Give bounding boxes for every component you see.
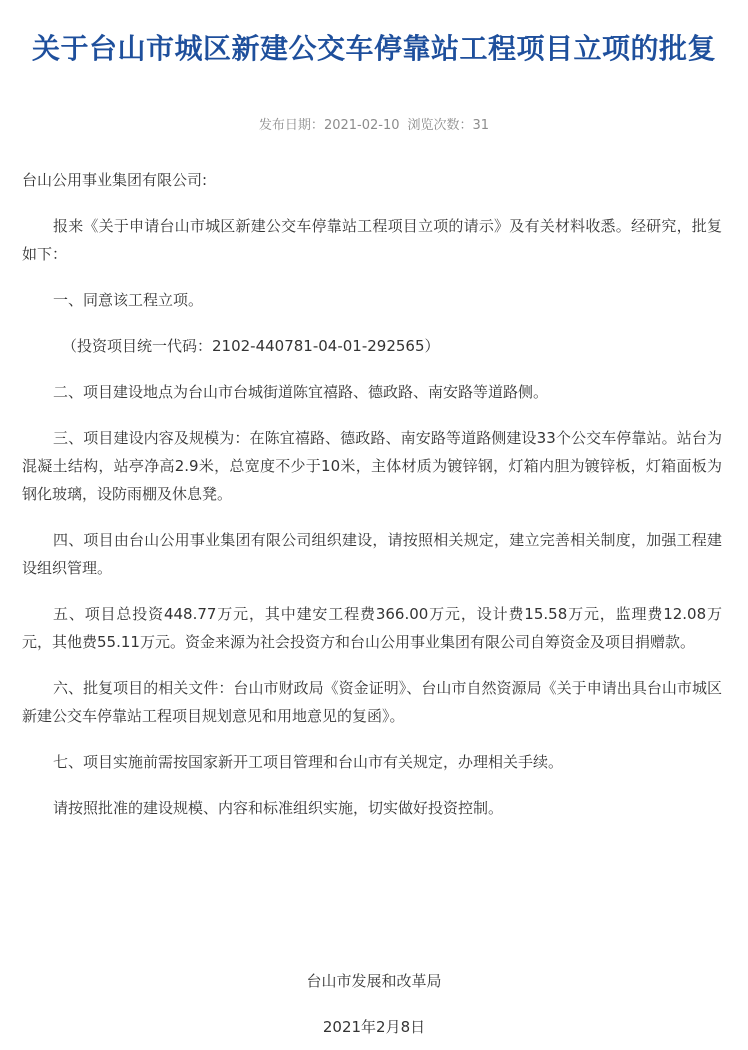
body-paragraph-1: 一、同意该工程立项。 <box>53 291 204 309</box>
project-code: （投资项目统一代码：2102-440781-04-01-292565） <box>62 337 440 355</box>
publish-date-label: 发布日期： <box>258 118 324 133</box>
issue-date: 2021年2月8日 <box>322 1018 426 1036</box>
body-paragraph-7: 七、项目实施前需按国家新开工项目管理和台山市有关规定，办理相关手续。 <box>53 753 564 771</box>
body-paragraph-5: 五、项目总投资448.77万元，其中建安工程费366.00万元，设计费15.58万元，监理费12.08万元，其他费55.11万元。资金来源为社会投资方和台山公用事业集团有限公司自筹资金及项目捐赠款。 <box>22 605 722 651</box>
article-body <box>22 166 722 840</box>
body-paragraph-2: 二、项目建设地点为台山市台城街道陈宜禧路、德政路、南安路等道路侧。 <box>53 383 549 401</box>
addressee: 台山公用事业集团有限公司: <box>22 171 208 189</box>
body-paragraph-intro: 报来《关于申请台山市城区新建公交车停靠站工程项目立项的请示》及有关材料收悉。经研究，批复如下： <box>22 217 722 263</box>
page-title: 关于台山市城区新建公交车停靠站工程项目立项的批复 <box>31 31 716 65</box>
issuing-organization: 台山市发展和改革局 <box>306 972 442 990</box>
body-paragraph-3: 三、项目建设内容及规模为：在陈宜禧路、德政路、南安路等道路侧建设33个公交车停靠站。站台为混凝土结构，站亭净高2.9米，总宽度不少于10米，主体材质为镀锌钢，灯箱内胆为镀锌板，灯箱面板为钢化玻璃，设防雨棚及休息凳。 <box>22 429 722 503</box>
publish-date-value: 2021-02-10 <box>323 118 400 133</box>
body-paragraph-6: 六、批复项目的相关文件：台山市财政局《资金证明》、台山市自然资源局《关于申请出具台山市城区新建公交车停靠站工程项目规划意见和用地意见的复函》。 <box>22 679 722 725</box>
body-paragraph-4: 四、项目由台山公用事业集团有限公司组织建设，请按照相关规定，建立完善相关制度，加强工程建设组织管理。 <box>22 531 722 577</box>
article-meta <box>0 116 748 136</box>
view-count-label: 浏览次数： <box>407 118 473 133</box>
view-count-value: 31 <box>472 118 490 133</box>
closing-paragraph: 请按照批准的建设规模、内容和标准组织实施，切实做好投资控制。 <box>53 799 504 817</box>
